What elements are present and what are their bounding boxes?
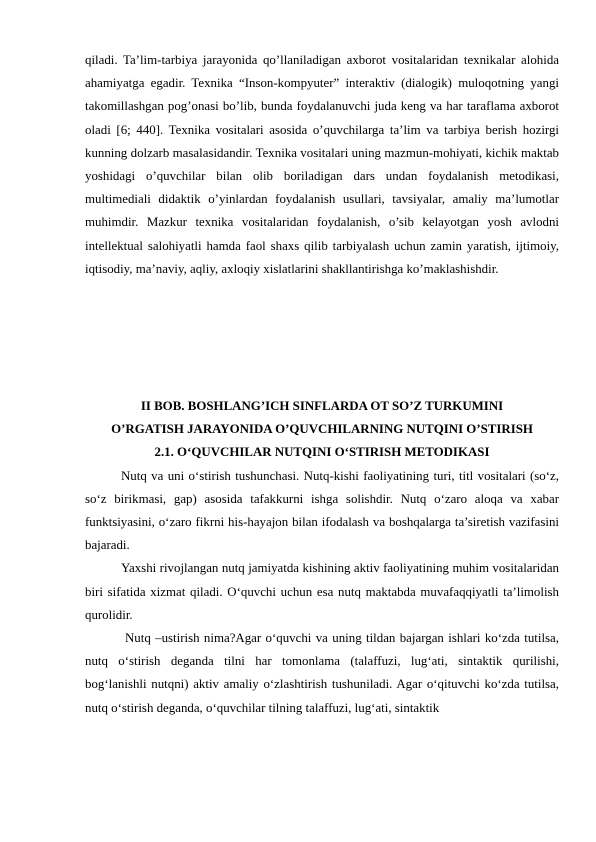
body-paragraph: Nutq –ustirish nima?Agar o‘quvchi va uning tildan bajargan ishlari ko‘zda tutilsa, nutq o‘stirish deganda tilni har tomonlama (talaffuzi, lug‘ati, sintaktik qurilishi, bog‘lanishli nutqni) aktiv amaliy o‘zlashtirish tushuniladi. Agar o‘qituvchi ko‘zda tutilsa, nutq o‘stirish deganda, o‘quvchilar tilning talaffuzi, lug‘ati, sintaktik: [85, 631, 559, 715]
section-spacer: [85, 281, 559, 395]
chapter-title-line-1: II BOB. BOSHLANG’ICH SINFLARDA OT SO’Z TURKUMINI: [140, 399, 504, 414]
intro-paragraph: qiladi. Ta’lim-tarbiya jarayonida qo’llaniladigan axborot vositalaridan texnikalar alohida ahamiyatga egadir. Texnika “Inson-kompyuter” interaktiv (dialogik) muloqotning yangi takomillashgan pog’onasi bo’lib, bunda foydalanuvchi juda keng va har taraflama axborot oladi [6; 440]. Texnika vositalari asosida o’quvchilarga ta’lim va tarbiya berish hozirgi kunning dolzarb masalasidandir. Texnika vositalari uning mazmun-mohiyati, kichik maktab yoshidagi o’quvchilar bilan olib boriladigan dars undan foydalanish metodikasi, multimediali didaktik o’yinlardan foydalanish usullari, tavsiyalar, amaliy ma’lumotlar muhimdir. Mazkur texnika vositalaridan foydalanish, o’sib kelayotgan yosh avlodni intellektual salohiyatli hamda faol shaxs qilib tarbiyalash uchun zamin yaratish, ijtimoiy, iqtisodiy, ma’naviy, aqliy, axloqiy xislatlarini shakllantirishga ko’maklashishdir.: [85, 53, 559, 276]
body-paragraph: Yaxshi rivojlangan nutq jamiyatda kishining aktiv faoliyatining muhim vositalaridan biri sifatida xizmat qiladi. O‘quvchi uchun esa nutq maktabda muvafaqqiyatli ta’limolish qurolidir.: [85, 561, 559, 622]
section-title: 2.1. O‘QUVCHILAR NUTQINI O‘STIRISH METODIKASI: [154, 445, 490, 460]
body-paragraph: Nutq va uni o‘stirish tushunchasi. Nutq-kishi faoliyatining turi, titl vositalari (so‘z, so‘z birikmasi, gap) asosida tafakkurni ishga solishdir. Nutq o‘zaro aloqa va xabar funktsiyasini, o‘zaro fikrni his-hayajon bilan ifodalash va boshqalarga ta’siretish vazifasini bajaradi.: [85, 468, 559, 553]
chapter-title-line-2: O’RGATISH JARAYONIDA O’QUVCHILARNING NUTQINI O’STIRISH: [111, 422, 533, 437]
document-page: [85, 49, 559, 720]
